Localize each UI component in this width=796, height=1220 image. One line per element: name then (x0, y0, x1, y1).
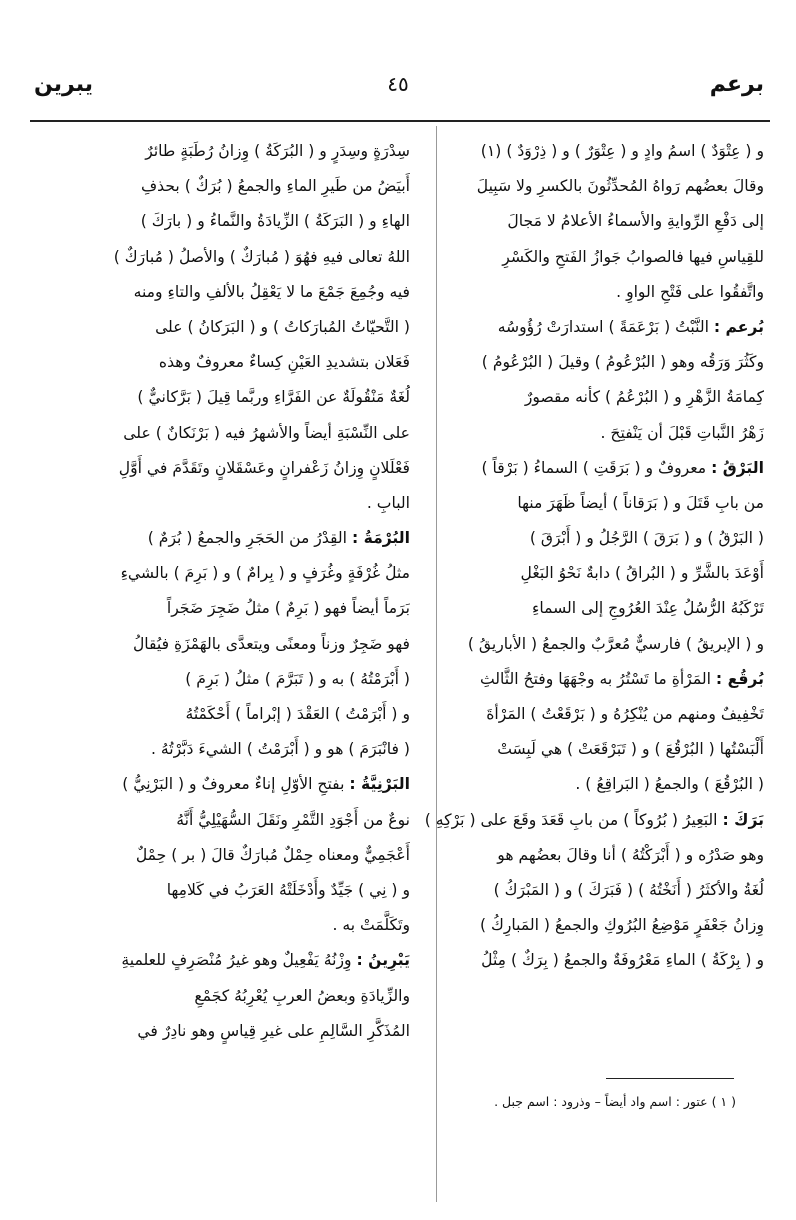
text-line (408, 873, 764, 908)
line-text: تَخْفِيفٌ ومنهم من يُنْكِرُهُ و ( بَرْقَعْتُ ) المَرْأةَ (486, 705, 764, 723)
line-text: والزِّيادَةِ وبعضُ العربِ يُعْرِبُهُ كجَمْعِ (194, 986, 410, 1005)
text-line (408, 732, 764, 767)
line-text: مثلُ غُرْفَةٍ وغُرَفٍ و ( بِرامٌ ) و ( بَرِمَ ) بالشيءِ (120, 564, 410, 583)
text-line (408, 169, 764, 204)
text-line (408, 204, 764, 239)
line-text: معروفٌ و ( بَرَقَتِ ) السماءُ ( بَرْقاً ) (481, 458, 707, 477)
footnote: ( ١ ) عتور : اسم واد أيضاً – وذرود : اسم جبل . (494, 1094, 736, 1109)
line-text: أَوْعَدَ بالشَّرِّ و ( البُراقُ ) دابةٌ نَحْوُ البَغْلِ (520, 564, 764, 583)
text-line (40, 873, 410, 908)
text-line (408, 767, 764, 802)
text-line (40, 380, 410, 415)
line-text: وتَكَلَّمَتْ به . (332, 916, 410, 935)
line-text: فيه وجُمِعَ جَمْعَ ما لا يَعْقِلُ بالألفِ والتاءِ ومنه (133, 282, 410, 301)
line-text: القِدْرُ من الحَجَرِ والجمعُ ( بُرَمٌ ) (147, 529, 347, 548)
line-text: للقِياسِ فيها فالصوابُ جَوازُ الفَتحِ والكَسْرِ (502, 247, 764, 266)
line-text: وِزْنُهُ يَفْعِيلٌ وهو غيرُ مُنْصَرِفٍ للعلميةِ (121, 951, 352, 970)
entry-headword: بُرعم : (713, 317, 764, 336)
line-text: ( أَبْرَمْتُهُ ) به و ( تَبَرَّمَ ) مثلُ ( بَرِمَ ) (185, 669, 410, 688)
line-text: فهو ضَجِرٌ وزناً ومعنًى ويتعدَّى بالهَمْزَةِ فيُقالُ (132, 634, 410, 653)
entry-headword: البَرْنِيَّةُ : (349, 775, 410, 794)
text-line (40, 767, 410, 802)
line-text: و ( أَبْرَمْتُ ) العَقْدَ ( إبْراماً ) أَحْكَمْتُهُ (185, 705, 410, 723)
text-line (40, 204, 410, 239)
line-text: إلى دَفْعِ الرِّوايةِ والأسماءُ الأعلامُ لا مَجالَ (507, 212, 764, 231)
text-line (40, 521, 410, 556)
line-text: وهو صَدْرُه و ( أَبْرَكْتُهُ ) أنا وقالَ بعضُهم هو (497, 845, 764, 864)
line-text: و ( الإبريقُ ) فارسيٌّ مُعرَّبٌ والجمعُ ( الأباريقُ ) (467, 634, 764, 653)
line-text: و ( عِتْوَدٌ ) اسمُ وادٍ و ( عِتْوَرٌ ) و ( ذِرْوَدٌ ) (١) (480, 142, 764, 160)
entry-headword: بُرقُع : (715, 669, 764, 688)
line-text: و ( نِي ) جَيِّدٌ وأَدْخَلَتْهُ العَرَبُ في كَلامِها (166, 880, 410, 899)
line-text: المُذَكَّرِ السَّالِمِ على غيرِ قِياسٍ وهو نادِرٌ في (137, 1021, 410, 1040)
text-line (40, 979, 410, 1014)
line-text: المَرْأةِ ما تَسْتُرُ به وجْهَهَا وفتحُ الثَّالثِ (479, 669, 711, 688)
line-text: البَعِيرُ ( بُرُوكاً ) من بابِ قَعَدَ وقَعَ على ( بَرْكِهِ ) (424, 810, 718, 829)
line-text: فَعَلان بتشديدِ العَيْنِ كِساءٌ معروفٌ وهذه (158, 353, 410, 372)
line-text: ( التَّحيّاتُ المُبارَكاتُ ) و ( البَرَكانُ ) على (155, 317, 410, 336)
text-line (40, 451, 410, 486)
line-text: ( البَرْقُ ) و ( بَرَقَ ) الرَّجُلُ و ( أَبْرَقَ ) (529, 529, 764, 548)
text-line (408, 310, 764, 345)
text-line (40, 486, 410, 521)
left-column (40, 134, 410, 1049)
text-line (408, 345, 764, 380)
line-text: وكَثُرَ وَرَقُه وهو ( البُرْعُومُ ) وقيلَ ( البُرْعُومُ ) (481, 353, 764, 372)
text-line (408, 662, 764, 697)
text-line (40, 169, 410, 204)
line-text: بَرَماً أيضاً فهو ( بَرِمٌ ) مثلُ ضَجِرَ ضَجَراً (166, 599, 410, 618)
text-line (408, 803, 764, 838)
text-line (408, 697, 764, 732)
line-text: لُغَةٌ مَنْقُولَةٌ عن الفَرَّاءِ وربَّما قِيلَ ( بَرَّكانيٌّ ) (137, 388, 410, 407)
text-line (40, 275, 410, 310)
line-text: أَبيَضُ من طَيرِ الماءِ والجمعُ ( بُرَكٌ ) بحذفِ (141, 177, 410, 196)
text-line (408, 240, 764, 275)
entry-headword: يَبْرِينُ : (356, 951, 410, 970)
text-line (408, 451, 764, 486)
line-text: أَعْجَمِيٌّ ومعناه حِمْلٌ مُبارَكٌ قالَ ( بر ) حِمْلٌ (135, 845, 410, 864)
right-column (408, 134, 764, 979)
text-line (40, 310, 410, 345)
text-line (40, 240, 410, 275)
line-text: نوعٌ من أَجْوَدِ التَّمْرِ ونَقَلَ السُّهَيْلِيُّ أَنَّهُ (176, 810, 410, 829)
line-text: لُغَةُ والأكثَرُ ( أَنَخْتُهُ ) ( فَبَرَكَ ) و ( المَبْرَكُ ) (493, 880, 764, 899)
line-text: أَلْبَسْتُها ( البُرْقُعَ ) و ( تَبَرْقَعَتْ ) هي لَبِسَتْ (497, 740, 764, 759)
line-text: و ( بِرْكَةُ ) الماءِ مَعْرُوفَةٌ والجمعُ ( بِرَكٌ ) مِثْلُ (481, 951, 764, 970)
line-text: تَرْكَبُهُ الرُّسُلُ عِنْدَ العُرُوجِ إلى السماءِ (532, 599, 764, 618)
line-text: كِمامَةُ الزَّهْرِ و ( البُرْعُمُ ) كأنه مقصورٌ (524, 388, 764, 407)
text-line (40, 838, 410, 873)
text-line (408, 416, 764, 451)
page-number: ٤٥ (387, 72, 409, 96)
header-left-word: يبرين (34, 72, 93, 97)
line-text: ( البُرْقُعَ ) والجمعُ ( البَراقِعُ ) . (575, 775, 764, 794)
text-line (40, 803, 410, 838)
text-line (408, 943, 764, 978)
line-text: وقالَ بعضُهم رَواهُ المُحدِّثُونَ بالكسرِ ولا سَبِيلَ (476, 177, 764, 196)
text-line (408, 275, 764, 310)
text-line (40, 416, 410, 451)
line-text: زَهْرُ النَّباتِ قَبْلَ أن يَنْفتِحَ . (600, 423, 764, 442)
text-line (40, 697, 410, 732)
text-line (408, 908, 764, 943)
text-line (40, 345, 410, 380)
text-line (40, 591, 410, 626)
line-text: على النِّسْبَةِ أيضاً والأشهرُ فيه ( بَرْنَكانٌ ) على (123, 423, 410, 442)
header-right-word: برعم (709, 72, 764, 97)
line-text: اللهُ تعالى فيهِ فهُوَ ( مُبارَكٌ ) والأصلُ ( مُبارَكٌ ) (113, 247, 410, 266)
text-line (408, 134, 764, 169)
line-text: سِدْرَةٍ وسِدَرٍ و ( البُرَكَةُ ) وِزانُ رُطَبَةٍ طائرٌ (145, 142, 410, 160)
line-text: بفتحِ الأوّلِ إناءٌ معروفٌ و ( البَرْنِيُّ ) (122, 775, 345, 794)
text-line (408, 521, 764, 556)
entry-headword: بَرَكَ : (722, 810, 764, 829)
footnote-rule (606, 1078, 734, 1079)
text-line (408, 627, 764, 662)
text-line (40, 1014, 410, 1049)
text-line (408, 380, 764, 415)
line-text: من بابِ قَتَلَ و ( بَرَقاناً ) أيضاً ظَهَرَ منها (517, 493, 764, 512)
text-line (40, 908, 410, 943)
text-line (40, 662, 410, 697)
text-line (408, 591, 764, 626)
line-text: النَّبْتُ ( بَرْعَمَةً ) استدارَتْ رُؤُوسُه (497, 317, 709, 336)
text-line (408, 556, 764, 591)
line-text: فَعْلَلانٍ وِزانُ زَعْفرانٍ وعَسْقَلانٍ وتَقَدَّمَ في أَوَّلِ (118, 458, 410, 477)
header-rule (30, 120, 770, 122)
text-line (40, 556, 410, 591)
line-text: واتَّفقُوا على فَتْحِ الواوِ . (616, 282, 764, 301)
text-line (408, 838, 764, 873)
line-text: البابِ . (366, 493, 410, 512)
text-line (40, 732, 410, 767)
text-line (40, 943, 410, 978)
line-text: ( فانْبَرَمَ ) هو و ( أَبْرَمْتُ ) الشيءَ دَبَّرْتُهُ . (150, 740, 410, 759)
text-line (40, 134, 410, 169)
line-text: وِزانُ جَعْفَرٍ مَوْضِعُ البُرُوكِ والجمعُ ( المَبارِكُ ) (479, 916, 764, 935)
entry-headword: البَرْقُ : (711, 458, 764, 477)
text-line (40, 627, 410, 662)
text-line (408, 486, 764, 521)
entry-headword: البُرْمَةُ : (351, 529, 410, 548)
line-text: الهاءِ و ( البَرَكَةُ ) الزِّيادَةُ والنَّماءُ و ( بارَكَ ) (140, 212, 410, 231)
